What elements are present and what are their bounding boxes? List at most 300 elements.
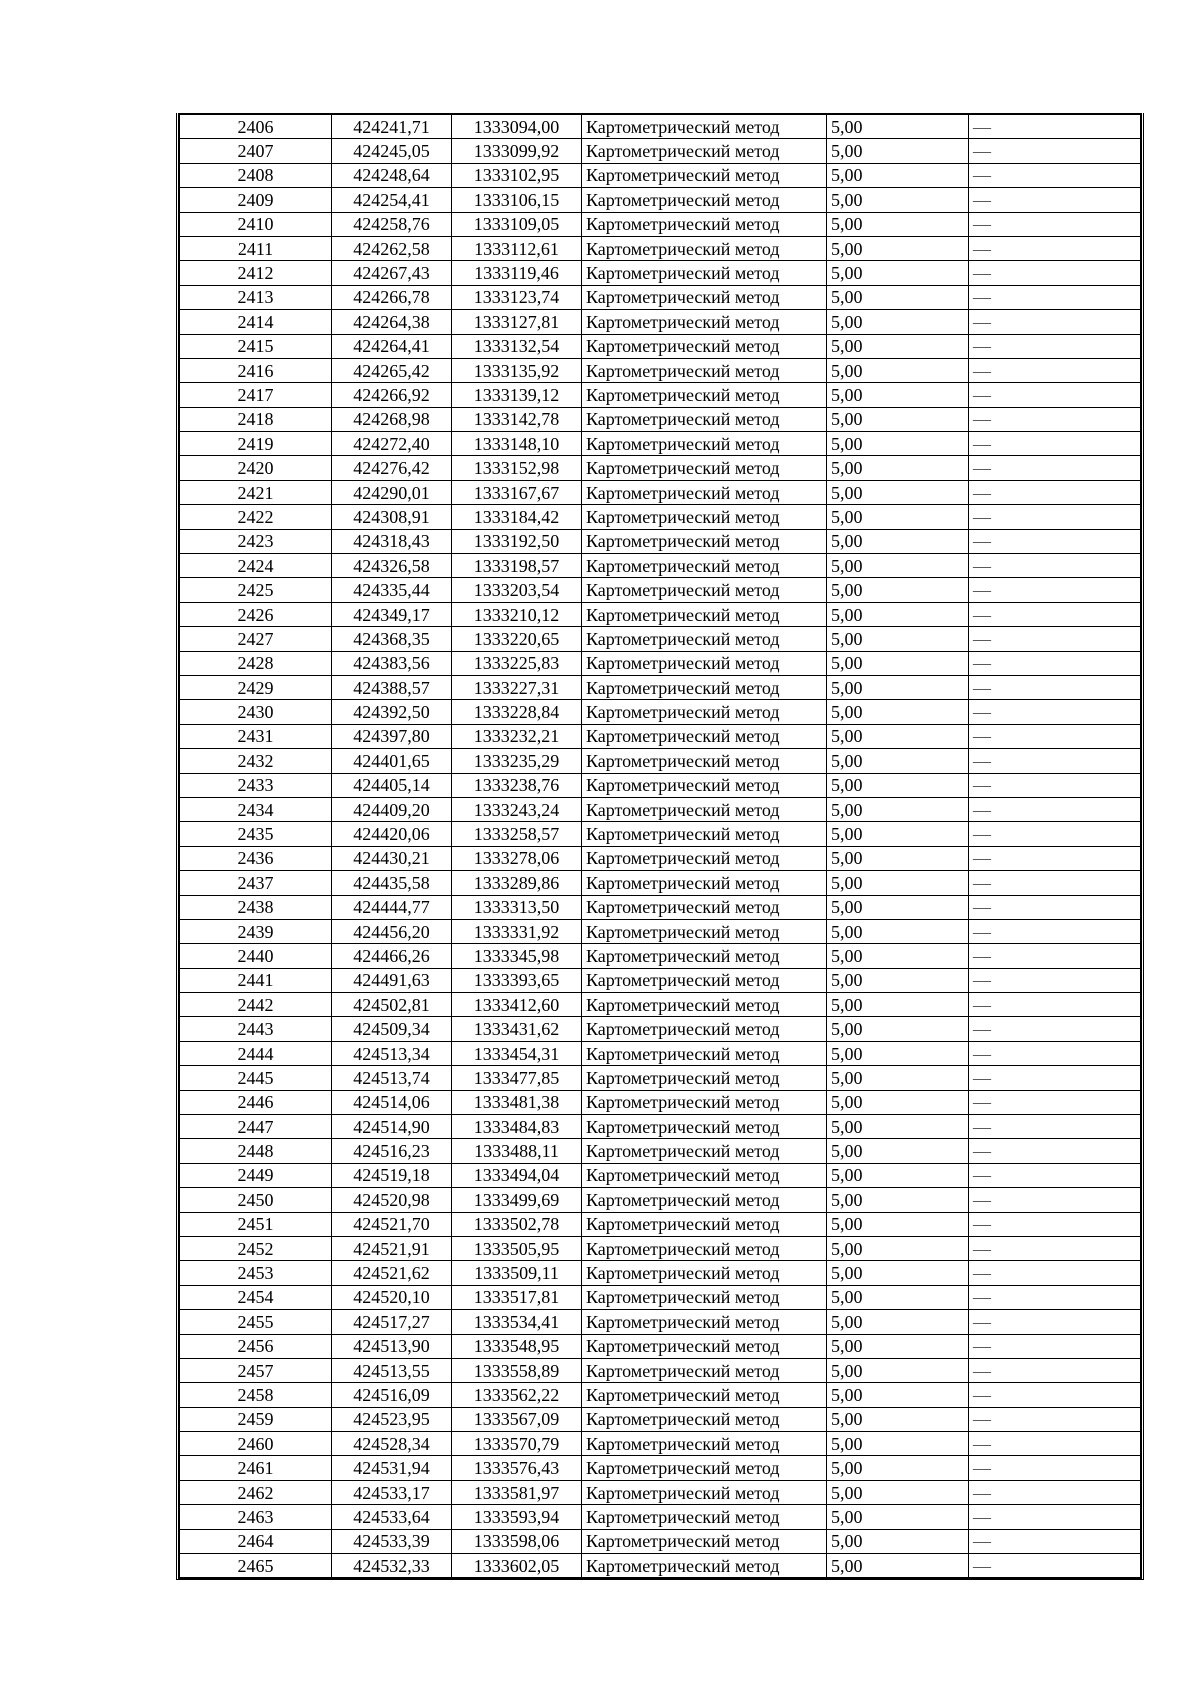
y-coordinate-cell: 1333132,54 <box>452 334 582 358</box>
x-coordinate-cell: 424533,17 <box>332 1480 452 1504</box>
point-number-cell: 2459 <box>180 1407 332 1431</box>
accuracy-cell: 5,00 <box>827 846 969 870</box>
y-coordinate-cell: 1333505,95 <box>452 1236 582 1260</box>
accuracy-cell: 5,00 <box>827 968 969 992</box>
point-number-cell: 2461 <box>180 1456 332 1480</box>
method-cell: Картометрический метод <box>582 1090 827 1114</box>
x-coordinate-cell: 424265,42 <box>332 358 452 382</box>
method-cell: Картометрический метод <box>582 261 827 285</box>
method-cell: Картометрический метод <box>582 1334 827 1358</box>
x-coordinate-cell: 424521,70 <box>332 1212 452 1236</box>
point-number-cell: 2408 <box>180 163 332 187</box>
method-cell: Картометрический метод <box>582 993 827 1017</box>
point-number-cell: 2418 <box>180 407 332 431</box>
method-cell: Картометрический метод <box>582 285 827 309</box>
y-coordinate-cell: 1333412,60 <box>452 993 582 1017</box>
accuracy-cell: 5,00 <box>827 993 969 1017</box>
point-number-cell: 2414 <box>180 310 332 334</box>
accuracy-cell: 5,00 <box>827 822 969 846</box>
note-cell: — <box>969 334 1141 358</box>
x-coordinate-cell: 424318,43 <box>332 529 452 553</box>
accuracy-cell: 5,00 <box>827 1066 969 1090</box>
point-number-cell: 2453 <box>180 1261 332 1285</box>
point-number-cell: 2434 <box>180 797 332 821</box>
note-cell: — <box>969 505 1141 529</box>
x-coordinate-cell: 424430,21 <box>332 846 452 870</box>
table-row <box>180 797 1141 821</box>
y-coordinate-cell: 1333192,50 <box>452 529 582 553</box>
point-number-cell: 2406 <box>180 114 332 139</box>
note-cell: — <box>969 1236 1141 1260</box>
x-coordinate-cell: 424528,34 <box>332 1432 452 1456</box>
table-row <box>180 163 1141 187</box>
y-coordinate-cell: 1333099,92 <box>452 139 582 163</box>
table-row <box>180 944 1141 968</box>
accuracy-cell: 5,00 <box>827 163 969 187</box>
point-number-cell: 2444 <box>180 1041 332 1065</box>
x-coordinate-cell: 424264,38 <box>332 310 452 334</box>
point-number-cell: 2415 <box>180 334 332 358</box>
method-cell: Картометрический метод <box>582 358 827 382</box>
y-coordinate-cell: 1333227,31 <box>452 675 582 699</box>
method-cell: Картометрический метод <box>582 700 827 724</box>
accuracy-cell: 5,00 <box>827 1041 969 1065</box>
method-cell: Картометрический метод <box>582 236 827 260</box>
accuracy-cell: 5,00 <box>827 310 969 334</box>
note-cell: — <box>969 1212 1141 1236</box>
note-cell: — <box>969 797 1141 821</box>
note-cell: — <box>969 578 1141 602</box>
accuracy-cell: 5,00 <box>827 1456 969 1480</box>
note-cell: — <box>969 1432 1141 1456</box>
method-cell: Картометрический метод <box>582 749 827 773</box>
accuracy-cell: 5,00 <box>827 407 969 431</box>
table-row <box>180 456 1141 480</box>
table-row <box>180 1334 1141 1358</box>
method-cell: Картометрический метод <box>582 456 827 480</box>
method-cell: Картометрический метод <box>582 1285 827 1309</box>
method-cell: Картометрический метод <box>582 554 827 578</box>
point-number-cell: 2438 <box>180 895 332 919</box>
point-number-cell: 2450 <box>180 1188 332 1212</box>
x-coordinate-cell: 424513,74 <box>332 1066 452 1090</box>
method-cell: Картометрический метод <box>582 310 827 334</box>
point-number-cell: 2407 <box>180 139 332 163</box>
table-row <box>180 1041 1141 1065</box>
method-cell: Картометрический метод <box>582 846 827 870</box>
accuracy-cell: 5,00 <box>827 554 969 578</box>
method-cell: Картометрический метод <box>582 1163 827 1187</box>
note-cell: — <box>969 139 1141 163</box>
method-cell: Картометрический метод <box>582 797 827 821</box>
y-coordinate-cell: 1333454,31 <box>452 1041 582 1065</box>
accuracy-cell: 5,00 <box>827 944 969 968</box>
y-coordinate-cell: 1333203,54 <box>452 578 582 602</box>
x-coordinate-cell: 424267,43 <box>332 261 452 285</box>
method-cell: Картометрический метод <box>582 163 827 187</box>
point-number-cell: 2443 <box>180 1017 332 1041</box>
accuracy-cell: 5,00 <box>827 773 969 797</box>
y-coordinate-cell: 1333184,42 <box>452 505 582 529</box>
point-number-cell: 2420 <box>180 456 332 480</box>
note-cell: — <box>969 480 1141 504</box>
coordinates-table <box>179 113 1141 1578</box>
x-coordinate-cell: 424335,44 <box>332 578 452 602</box>
point-number-cell: 2433 <box>180 773 332 797</box>
accuracy-cell: 5,00 <box>827 139 969 163</box>
point-number-cell: 2451 <box>180 1212 332 1236</box>
table-row <box>180 968 1141 992</box>
note-cell: — <box>969 1480 1141 1504</box>
accuracy-cell: 5,00 <box>827 358 969 382</box>
y-coordinate-cell: 1333517,81 <box>452 1285 582 1309</box>
accuracy-cell: 5,00 <box>827 1090 969 1114</box>
x-coordinate-cell: 424405,14 <box>332 773 452 797</box>
y-coordinate-cell: 1333345,98 <box>452 944 582 968</box>
x-coordinate-cell: 424241,71 <box>332 114 452 139</box>
note-cell: — <box>969 749 1141 773</box>
note-cell: — <box>969 651 1141 675</box>
y-coordinate-cell: 1333243,24 <box>452 797 582 821</box>
method-cell: Картометрический метод <box>582 871 827 895</box>
x-coordinate-cell: 424401,65 <box>332 749 452 773</box>
table-row <box>180 846 1141 870</box>
y-coordinate-cell: 1333142,78 <box>452 407 582 431</box>
method-cell: Картометрический метод <box>582 480 827 504</box>
table-row <box>180 675 1141 699</box>
method-cell: Картометрический метод <box>582 1358 827 1382</box>
table-row <box>180 993 1141 1017</box>
x-coordinate-cell: 424516,23 <box>332 1139 452 1163</box>
table-row <box>180 1456 1141 1480</box>
method-cell: Картометрический метод <box>582 1529 827 1553</box>
accuracy-cell: 5,00 <box>827 1212 969 1236</box>
point-number-cell: 2448 <box>180 1139 332 1163</box>
accuracy-cell: 5,00 <box>827 675 969 699</box>
x-coordinate-cell: 424523,95 <box>332 1407 452 1431</box>
x-coordinate-cell: 424254,41 <box>332 188 452 212</box>
table-row <box>180 1529 1141 1553</box>
note-cell: — <box>969 822 1141 846</box>
x-coordinate-cell: 424388,57 <box>332 675 452 699</box>
x-coordinate-cell: 424349,17 <box>332 602 452 626</box>
coordinates-table-body <box>180 114 1141 1578</box>
accuracy-cell: 5,00 <box>827 188 969 212</box>
x-coordinate-cell: 424326,58 <box>332 554 452 578</box>
table-row <box>180 773 1141 797</box>
table-row <box>180 1310 1141 1334</box>
note-cell: — <box>969 968 1141 992</box>
accuracy-cell: 5,00 <box>827 261 969 285</box>
method-cell: Картометрический метод <box>582 651 827 675</box>
table-row <box>180 578 1141 602</box>
table-row <box>180 724 1141 748</box>
point-number-cell: 2437 <box>180 871 332 895</box>
point-number-cell: 2449 <box>180 1163 332 1187</box>
accuracy-cell: 5,00 <box>827 724 969 748</box>
y-coordinate-cell: 1333119,46 <box>452 261 582 285</box>
method-cell: Картометрический метод <box>582 529 827 553</box>
y-coordinate-cell: 1333576,43 <box>452 1456 582 1480</box>
y-coordinate-cell: 1333502,78 <box>452 1212 582 1236</box>
method-cell: Картометрический метод <box>582 1212 827 1236</box>
x-coordinate-cell: 424531,94 <box>332 1456 452 1480</box>
x-coordinate-cell: 424266,78 <box>332 285 452 309</box>
point-number-cell: 2421 <box>180 480 332 504</box>
note-cell: — <box>969 236 1141 260</box>
method-cell: Картометрический метод <box>582 675 827 699</box>
method-cell: Картометрический метод <box>582 1554 827 1578</box>
point-number-cell: 2435 <box>180 822 332 846</box>
y-coordinate-cell: 1333331,92 <box>452 919 582 943</box>
note-cell: — <box>969 627 1141 651</box>
point-number-cell: 2429 <box>180 675 332 699</box>
method-cell: Картометрический метод <box>582 944 827 968</box>
method-cell: Картометрический метод <box>582 212 827 236</box>
note-cell: — <box>969 675 1141 699</box>
table-row <box>180 1017 1141 1041</box>
method-cell: Картометрический метод <box>582 1310 827 1334</box>
accuracy-cell: 5,00 <box>827 1529 969 1553</box>
method-cell: Картометрический метод <box>582 334 827 358</box>
accuracy-cell: 5,00 <box>827 383 969 407</box>
note-cell: — <box>969 1334 1141 1358</box>
y-coordinate-cell: 1333167,67 <box>452 480 582 504</box>
method-cell: Картометрический метод <box>582 627 827 651</box>
table-row <box>180 1285 1141 1309</box>
x-coordinate-cell: 424268,98 <box>332 407 452 431</box>
y-coordinate-cell: 1333488,11 <box>452 1139 582 1163</box>
x-coordinate-cell: 424392,50 <box>332 700 452 724</box>
note-cell: — <box>969 1066 1141 1090</box>
x-coordinate-cell: 424368,35 <box>332 627 452 651</box>
x-coordinate-cell: 424266,92 <box>332 383 452 407</box>
x-coordinate-cell: 424521,91 <box>332 1236 452 1260</box>
y-coordinate-cell: 1333494,04 <box>452 1163 582 1187</box>
method-cell: Картометрический метод <box>582 1456 827 1480</box>
accuracy-cell: 5,00 <box>827 797 969 821</box>
note-cell: — <box>969 407 1141 431</box>
point-number-cell: 2412 <box>180 261 332 285</box>
note-cell: — <box>969 846 1141 870</box>
note-cell: — <box>969 188 1141 212</box>
y-coordinate-cell: 1333094,00 <box>452 114 582 139</box>
point-number-cell: 2430 <box>180 700 332 724</box>
note-cell: — <box>969 383 1141 407</box>
y-coordinate-cell: 1333484,83 <box>452 1115 582 1139</box>
x-coordinate-cell: 424513,34 <box>332 1041 452 1065</box>
accuracy-cell: 5,00 <box>827 1358 969 1382</box>
accuracy-cell: 5,00 <box>827 1115 969 1139</box>
y-coordinate-cell: 1333238,76 <box>452 773 582 797</box>
note-cell: — <box>969 310 1141 334</box>
method-cell: Картометрический метод <box>582 968 827 992</box>
y-coordinate-cell: 1333499,69 <box>452 1188 582 1212</box>
note-cell: — <box>969 1285 1141 1309</box>
note-cell: — <box>969 212 1141 236</box>
x-coordinate-cell: 424272,40 <box>332 432 452 456</box>
table-row <box>180 1236 1141 1260</box>
method-cell: Картометрический метод <box>582 1115 827 1139</box>
x-coordinate-cell: 424276,42 <box>332 456 452 480</box>
method-cell: Картометрический метод <box>582 139 827 163</box>
point-number-cell: 2413 <box>180 285 332 309</box>
accuracy-cell: 5,00 <box>827 212 969 236</box>
note-cell: — <box>969 724 1141 748</box>
x-coordinate-cell: 424435,58 <box>332 871 452 895</box>
y-coordinate-cell: 1333481,38 <box>452 1090 582 1114</box>
point-number-cell: 2432 <box>180 749 332 773</box>
table-row <box>180 1163 1141 1187</box>
accuracy-cell: 5,00 <box>827 114 969 139</box>
point-number-cell: 2452 <box>180 1236 332 1260</box>
point-number-cell: 2447 <box>180 1115 332 1139</box>
table-row <box>180 919 1141 943</box>
point-number-cell: 2424 <box>180 554 332 578</box>
accuracy-cell: 5,00 <box>827 602 969 626</box>
point-number-cell: 2458 <box>180 1383 332 1407</box>
accuracy-cell: 5,00 <box>827 432 969 456</box>
point-number-cell: 2457 <box>180 1358 332 1382</box>
table-row <box>180 602 1141 626</box>
accuracy-cell: 5,00 <box>827 1236 969 1260</box>
note-cell: — <box>969 1554 1141 1578</box>
table-row <box>180 749 1141 773</box>
note-cell: — <box>969 285 1141 309</box>
coordinates-table-container <box>176 113 1144 1580</box>
note-cell: — <box>969 871 1141 895</box>
method-cell: Картометрический метод <box>582 1432 827 1456</box>
y-coordinate-cell: 1333477,85 <box>452 1066 582 1090</box>
point-number-cell: 2416 <box>180 358 332 382</box>
accuracy-cell: 5,00 <box>827 1139 969 1163</box>
note-cell: — <box>969 163 1141 187</box>
accuracy-cell: 5,00 <box>827 1334 969 1358</box>
x-coordinate-cell: 424533,39 <box>332 1529 452 1553</box>
table-row <box>180 822 1141 846</box>
method-cell: Картометрический метод <box>582 1041 827 1065</box>
accuracy-cell: 5,00 <box>827 700 969 724</box>
y-coordinate-cell: 1333548,95 <box>452 1334 582 1358</box>
point-number-cell: 2428 <box>180 651 332 675</box>
point-number-cell: 2411 <box>180 236 332 260</box>
table-row <box>180 261 1141 285</box>
x-coordinate-cell: 424466,26 <box>332 944 452 968</box>
point-number-cell: 2465 <box>180 1554 332 1578</box>
x-coordinate-cell: 424513,90 <box>332 1334 452 1358</box>
method-cell: Картометрический метод <box>582 432 827 456</box>
table-row <box>180 1066 1141 1090</box>
y-coordinate-cell: 1333139,12 <box>452 383 582 407</box>
accuracy-cell: 5,00 <box>827 456 969 480</box>
x-coordinate-cell: 424409,20 <box>332 797 452 821</box>
method-cell: Картометрический метод <box>582 114 827 139</box>
table-row <box>180 1090 1141 1114</box>
point-number-cell: 2436 <box>180 846 332 870</box>
x-coordinate-cell: 424502,81 <box>332 993 452 1017</box>
point-number-cell: 2463 <box>180 1505 332 1529</box>
point-number-cell: 2427 <box>180 627 332 651</box>
table-row <box>180 627 1141 651</box>
y-coordinate-cell: 1333581,97 <box>452 1480 582 1504</box>
y-coordinate-cell: 1333228,84 <box>452 700 582 724</box>
point-number-cell: 2425 <box>180 578 332 602</box>
note-cell: — <box>969 1090 1141 1114</box>
x-coordinate-cell: 424262,58 <box>332 236 452 260</box>
table-row <box>180 651 1141 675</box>
x-coordinate-cell: 424514,06 <box>332 1090 452 1114</box>
note-cell: — <box>969 358 1141 382</box>
point-number-cell: 2455 <box>180 1310 332 1334</box>
accuracy-cell: 5,00 <box>827 651 969 675</box>
y-coordinate-cell: 1333278,06 <box>452 846 582 870</box>
x-coordinate-cell: 424491,63 <box>332 968 452 992</box>
y-coordinate-cell: 1333289,86 <box>452 871 582 895</box>
note-cell: — <box>969 1383 1141 1407</box>
y-coordinate-cell: 1333593,94 <box>452 1505 582 1529</box>
y-coordinate-cell: 1333235,29 <box>452 749 582 773</box>
note-cell: — <box>969 1505 1141 1529</box>
point-number-cell: 2410 <box>180 212 332 236</box>
accuracy-cell: 5,00 <box>827 895 969 919</box>
x-coordinate-cell: 424397,80 <box>332 724 452 748</box>
method-cell: Картометрический метод <box>582 724 827 748</box>
accuracy-cell: 5,00 <box>827 285 969 309</box>
method-cell: Картометрический метод <box>582 505 827 529</box>
note-cell: — <box>969 1261 1141 1285</box>
table-row <box>180 700 1141 724</box>
x-coordinate-cell: 424533,64 <box>332 1505 452 1529</box>
table-row <box>180 114 1141 139</box>
table-row <box>180 1139 1141 1163</box>
point-number-cell: 2462 <box>180 1480 332 1504</box>
x-coordinate-cell: 424521,62 <box>332 1261 452 1285</box>
note-cell: — <box>969 895 1141 919</box>
table-row <box>180 1212 1141 1236</box>
table-row <box>180 383 1141 407</box>
table-row <box>180 1554 1141 1578</box>
x-coordinate-cell: 424264,41 <box>332 334 452 358</box>
method-cell: Картометрический метод <box>582 1066 827 1090</box>
y-coordinate-cell: 1333509,11 <box>452 1261 582 1285</box>
note-cell: — <box>969 529 1141 553</box>
y-coordinate-cell: 1333313,50 <box>452 895 582 919</box>
accuracy-cell: 5,00 <box>827 578 969 602</box>
note-cell: — <box>969 1188 1141 1212</box>
x-coordinate-cell: 424509,34 <box>332 1017 452 1041</box>
table-row <box>180 529 1141 553</box>
table-row <box>180 1383 1141 1407</box>
y-coordinate-cell: 1333135,92 <box>452 358 582 382</box>
note-cell: — <box>969 602 1141 626</box>
y-coordinate-cell: 1333602,05 <box>452 1554 582 1578</box>
method-cell: Картометрический метод <box>582 1505 827 1529</box>
table-row <box>180 554 1141 578</box>
x-coordinate-cell: 424308,91 <box>332 505 452 529</box>
note-cell: — <box>969 1529 1141 1553</box>
table-row <box>180 1261 1141 1285</box>
accuracy-cell: 5,00 <box>827 1017 969 1041</box>
y-coordinate-cell: 1333598,06 <box>452 1529 582 1553</box>
accuracy-cell: 5,00 <box>827 871 969 895</box>
x-coordinate-cell: 424444,77 <box>332 895 452 919</box>
x-coordinate-cell: 424514,90 <box>332 1115 452 1139</box>
table-row <box>180 432 1141 456</box>
y-coordinate-cell: 1333152,98 <box>452 456 582 480</box>
table-row <box>180 480 1141 504</box>
note-cell: — <box>969 1358 1141 1382</box>
table-row <box>180 1505 1141 1529</box>
